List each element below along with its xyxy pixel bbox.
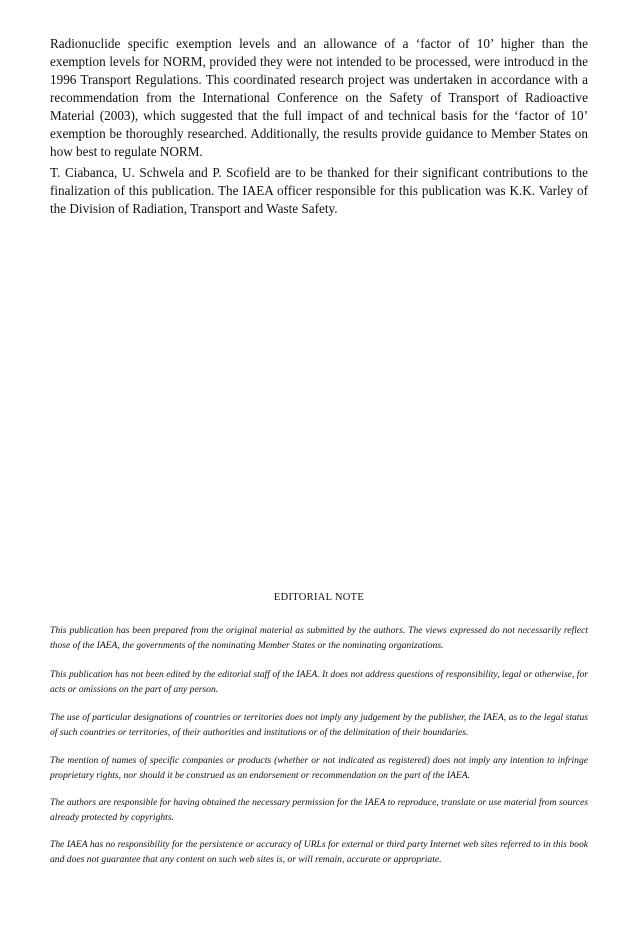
editorial-note-item: This publication has been prepared from the original material as submitted by the authors. The views expressed do not necessarily reflect those of the IAEA, the governments of the nominating Member States or the nominating organizations. [50,625,588,651]
body-paragraph: Radionuclide specific exemption levels and an allowance of a ‘factor of 10’ higher than the exemption levels for NORM, provided they were not intended to be processed, were introducd in the 1996 Transport Regulations. This coordinated research project was undertaken in accordance with a recommendation from the International Conference on the Safety of Transport of Radioactive Material (2003), which suggested that the full impact of and technical basis for the ‘factor of 10’ exemption be thoroughly researched. Additionally, the results provide guidance to Member States on how best to regulate NORM. [50,36,588,159]
editorial-note-item: The use of particular designations of countries or territories does not imply any judgement by the publisher, the IAEA, as to the legal status of such countries or territories, of their authorities and institutions or of the delimitation of their boundaries. [50,712,588,738]
editorial-note-title: EDITORIAL NOTE [273,592,365,603]
editorial-note-item: This publication has not been edited by the editorial staff of the IAEA. It does not address questions of responsibility, legal or otherwise, for acts or omissions on the part of any person. [50,669,588,695]
editorial-note-item: The IAEA has no responsibility for the persistence or accuracy of URLs for external or third party Internet web sites referred to in this book and does not guarantee that any content on such web sites is, or will remain, accurate or appropriate. [50,839,588,865]
editorial-note-item: The mention of names of specific companies or products (whether or not indicated as registered) does not imply any intention to infringe proprietary rights, nor should it be construed as an endorsement or recommendation on the part of the IAEA. [50,755,588,781]
editorial-note-item: The authors are responsible for having obtained the necessary permission for the IAEA to reproduce, translate or use material from sources already protected by copyrights. [50,797,588,823]
acknowledgements-paragraph: T. Ciabanca, U. Schwela and P. Scofield are to be thanked for their significant contributions to the finalization of this publication. The IAEA officer responsible for this publication was K.K. Varley of the Division of Radiation, Transport and Waste Safety. [50,165,588,216]
